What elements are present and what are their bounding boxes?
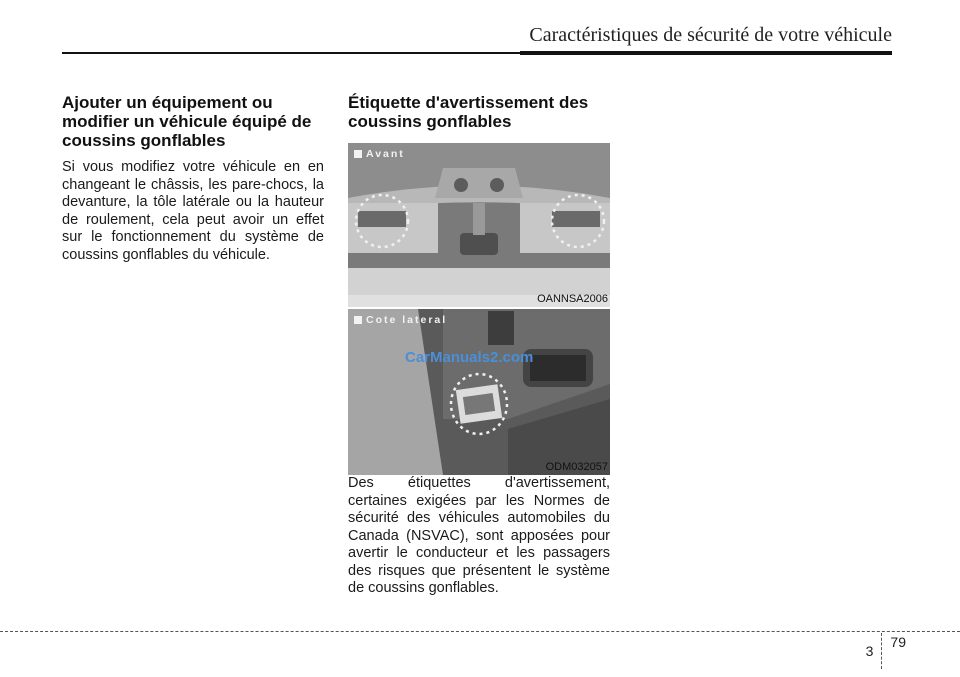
figure-label-side-text: Cote lateral [366, 314, 448, 326]
figure-label-front-text: Avant [366, 148, 405, 160]
figure-code-front: OANNSA2006 [537, 293, 608, 305]
figure-label-side [354, 314, 447, 326]
header-title: Caractéristiques de sécurité de votre véhicule [529, 24, 892, 46]
left-column [62, 93, 324, 264]
section-heading-warning-label: Étiquette d'avertissement des coussins gonflables [348, 93, 589, 131]
square-bullet-icon [354, 316, 362, 324]
header-rule-accent [520, 51, 892, 55]
figure-label-front [354, 148, 405, 160]
page-number [866, 633, 906, 669]
page-number-value: 79 [881, 633, 906, 669]
watermark-text: CarManuals2.com [405, 349, 534, 366]
section-heading-equipment: Ajouter un équipement ou modifier un véhicule équipé de coussins gonflables [62, 93, 312, 150]
section-body-equipment: Si vous modifiez votre véhicule en en changeant le châssis, les pare-chocs, la devanture, la tôle latérale ou la hauteur de roulement, cela peut avoir un effet sur le fonctionnement du système de coussins gonflables du véhicule. [62, 159, 324, 263]
middle-column [348, 93, 610, 598]
square-bullet-icon [354, 150, 362, 158]
front-airbag-illustration [348, 143, 610, 307]
figure-front-airbag-label [348, 143, 610, 307]
chapter-number: 3 [865, 643, 874, 659]
figure-side-airbag-label [348, 309, 610, 475]
figure-code-side: ODM032057 [545, 461, 608, 473]
section-body-warning-label: Des étiquettes d'avertissement, certaines exigées par les Normes de sécurité des véhicules automobiles du Canada (NSVAC), sont apposées pour avertir le conducteur et les passagers des risques que présentent le système de coussins gonflables. [348, 475, 610, 596]
side-airbag-illustration [348, 309, 610, 475]
footer-rule [0, 631, 960, 632]
